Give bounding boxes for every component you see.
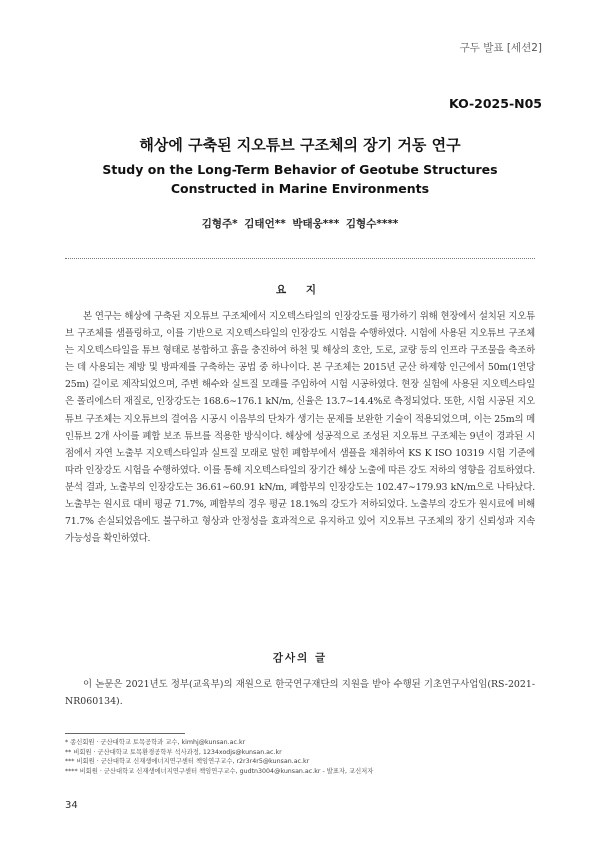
footnote-3: *** 비회원 · 군산대학교 신재생에너지연구센터 책임연구교수, r2r3r4r5@kunsan.ac.kr xyxy=(65,758,310,766)
session-tag: 구두 발표 [세션2] xyxy=(459,42,542,54)
abstract-heading: 요 지 xyxy=(276,284,324,296)
title-korean: 해상에 구축된 지오튜브 구조체의 장기 거동 연구 xyxy=(139,136,461,154)
footnote-4: **** 비회원 · 군산대학교 신재생에너지연구센터 책임연구교수, gudtn3004@kunsan.ac.kr - 발표자, 교신저자 xyxy=(65,767,374,775)
abstract-body: 본 연구는 해상에 구축된 지오튜브 구조체에서 지오텍스타일의 인장강도를 평가하기 위해 현장에서 설치된 지오튜브 구조체를 샘플링하고, 이를 기반으로 지오텍스타일의 인장강도 시험을 수행하였다. 시험에 사용된 지오튜브 구조체는 지오텍스타일을 튜브 형태로 봉합하고 흙을 충진하여 하천 및 해상의 호안, 도로, 교량 등의 인프라 구조물을 축조하는 데 사용되는 제방 및 방파제를 구축하는 공법 중 하나이다. 본 구조체는 2015년 군산 하제항 인근에서 50m(1연당 25m) 길이로 제작되었으며, 주변 해수와 실트질 모래를 주입하여 시험 시공하였다. 현장 실험에 사용된 지오텍스타일은 폴리에스터 재질로, 인장강도는 168.6∼176.1 kN/m, 신율은 13.7∼14.4%로 측정되었다. 또한, 시험 시공된 지오튜브 구조체는 지오튜브의 결여음 시공시 이음부의 단차가 생기는 문제를 보완한 기술이 적용되었으며, 이는 25m의 메인튜브 2개 사이를 폐합 보조 튜브를 적용한 방식이다. 해상에 성공적으로 조성된 지오튜브 구조체는 9년이 경과된 시점에서 자연 노출부 지오텍스타일과 실트질 모래로 덮힌 폐합부에서 샘플을 채취하여 KS K ISO 10319 시험 기준에 따라 인장강도 시험을 수행하였다. 이를 통해 지오텍스타일의 장기간 해상 노출에 따른 강도 저하의 영향을 검토하였다. 분석 결과, 노출부의 인장강도는 36.61∼60.91 kN/m, 폐합부의 인장강도는 102.47∼179.93 kN/m으로 나타났다. 노출부는 원시료 대비 평균 71.7%, 폐합부의 경우 평균 18.1%의 강도가 저하되었다. 노출부의 강도가 원시료에 비해 71.7% 손실되었음에도 불구하고 형상과 안정성을 효과적으로 유지하고 있어 지오튜브 구조체의 장기 신뢰성과 지속 가능성을 확인하였다. xyxy=(65,311,535,545)
paper-code: KO-2025-N05 xyxy=(448,96,542,111)
footnote-1: * 종신회원 · 군산대학교 토목공학과 교수, kimhj@kunsan.ac.kr xyxy=(65,739,246,746)
footnote-rule xyxy=(65,733,185,734)
author-list: 김형주* 김태언** 박태웅*** 김형수**** xyxy=(201,218,399,230)
acknowledgement-heading: 감사의 글 xyxy=(272,652,328,664)
page-number: 34 xyxy=(65,800,78,811)
acknowledgement-body: 이 논문은 2021년도 정부(교육부)의 재원으로 한국연구재단의 지원을 받아 수행된 기초연구사업임(RS-2021-NR060134). xyxy=(65,679,535,707)
header-divider xyxy=(65,258,535,259)
title-english: Study on the Long-Term Behavior of Geotube Structures Constructed in Marine Environments xyxy=(102,162,498,196)
footnote-2: ** 비회원 · 군산대학교 토목환경공학부 석사과정, 1234xodjs@kunsan.ac.kr xyxy=(65,748,282,756)
footnotes xyxy=(65,738,545,776)
